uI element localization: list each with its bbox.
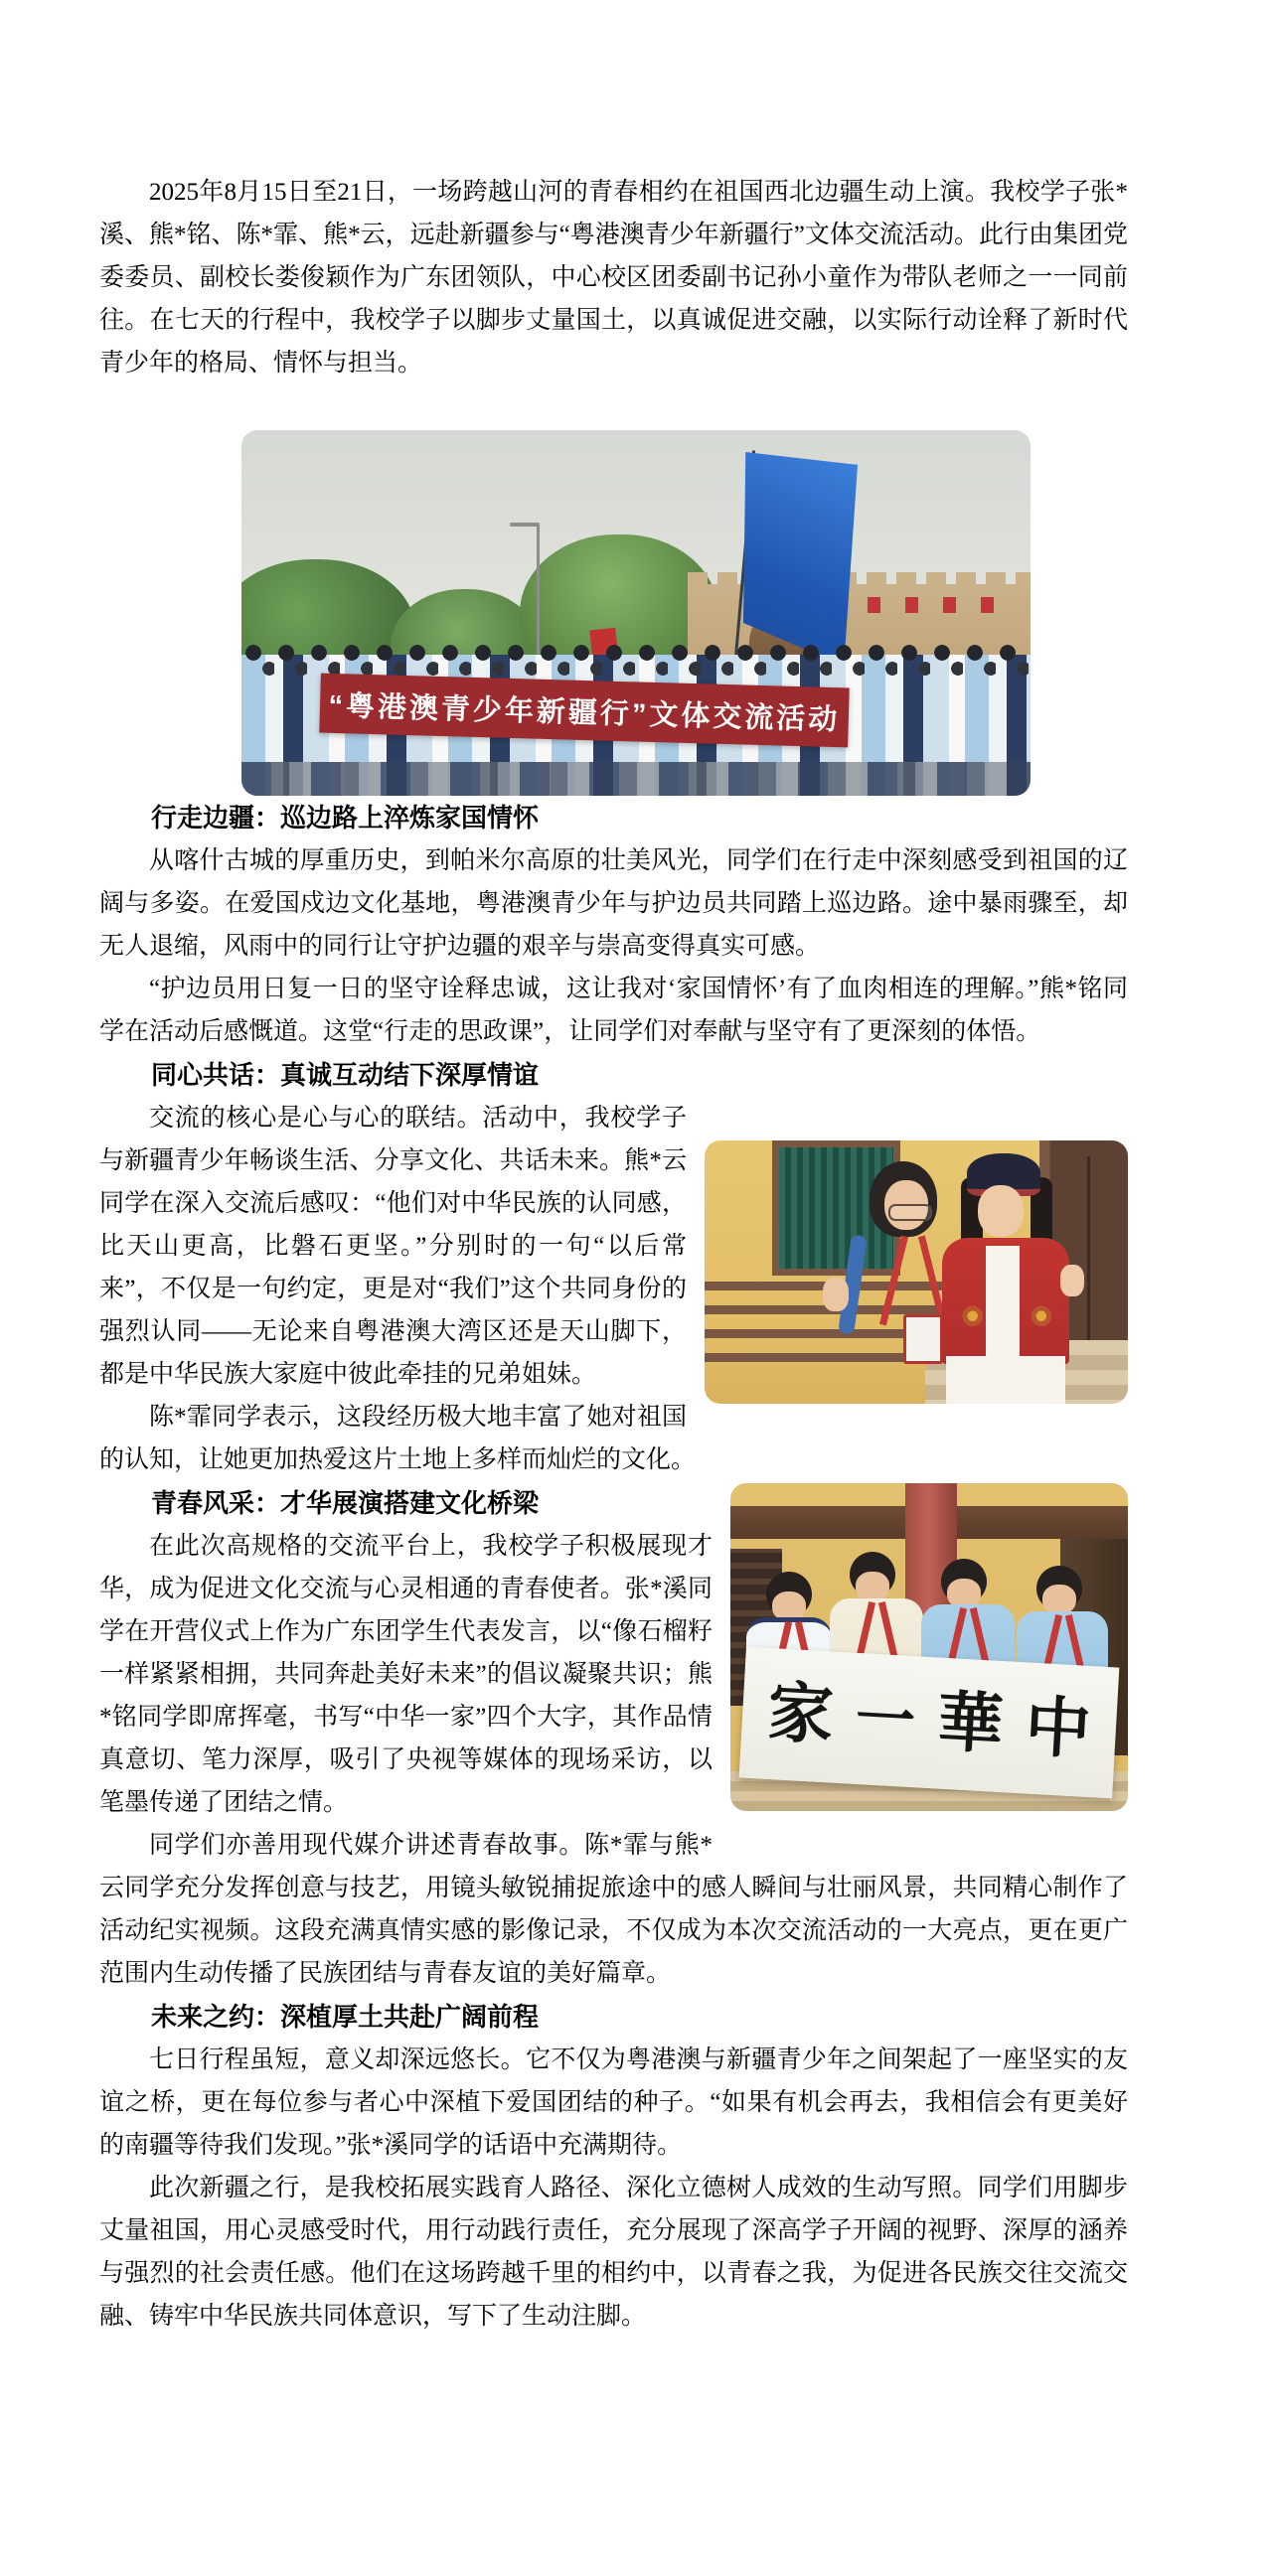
heading-text: 行走边疆：巡边路上淬炼家国情怀 bbox=[151, 803, 540, 833]
heading-text: 青春风采：才华展演搭建文化桥梁 bbox=[151, 1488, 540, 1518]
paragraph-text: 交流的核心是心与心的联结。活动中，我校学子与新疆青少年畅谈生活、分享文化、共话未来。熊*云同学在深入交流后感叹：“他们对中华民族的认同感，比天山更高，比磐石更坚。”分别时的一句“以后常来”，不仅是一句约定，更是对“我们”这个共同身份的强烈认同——无论来自粤港澳大湾区还是天山脚下，都是中华民族大家庭中彼此牵挂的兄弟姐妹。 bbox=[99, 1105, 687, 1388]
white-skirt bbox=[946, 1356, 1065, 1404]
calligraphy-char: 華 bbox=[935, 1686, 1006, 1762]
red-wall-decorations bbox=[830, 597, 1019, 613]
paragraph-text: 在此次高规格的交流平台上，我校学子积极展现才华，成为促进文化交流与心灵相通的青春使者。张*溪同学在开营仪式上作为广东团学生代表发言，以“像石榴籽一样紧紧相拥，共同奔赴美好未来”的倡议凝聚共识；熊*铭同学即席挥毫，书写“中华一家”四个大字，其作品情真意切、笔力深厚，吸引了央视等媒体的现场采访，以笔墨传递了团结之情。 bbox=[99, 1533, 713, 1816]
section-heading-heart-talk bbox=[99, 1053, 1128, 1097]
paragraph-text: 陈*霏同学表示，这段经历极大地丰富了她对祖国的认知，让她更加热爱这片土地上多样而灿烂的文化。 bbox=[99, 1404, 697, 1473]
door-seam bbox=[1087, 1156, 1090, 1351]
paragraph bbox=[99, 2039, 1128, 2167]
paragraph-text: 同学们亦善用现代媒介讲述青春故事。陈*霏与熊*云同学充分发挥创意与技艺，用镜头敏锐捕捉旅途中的感人瞬间与壮丽风景，共同精心制作了活动纪实视频。这段充满真情实感的影像记录，不仅成为本次交流活动的一大亮点，更在更广范围内生动传播了民族团结与青春友谊的美好篇章。 bbox=[99, 1832, 1128, 1987]
calligraphy-scroll bbox=[739, 1647, 1120, 1799]
glasses bbox=[888, 1204, 932, 1221]
paragraph-text: 从喀什古城的厚重历史，到帕米尔高原的壮美风光，同学们在行走中深刻感受到祖国的辽阔与多姿。在爱国戍边文化基地，粤港澳青少年与护边员共同踏上巡边路。途中暴雨骤至，却无人退缩，风雨中的同行让守护边疆的艰辛与崇高变得真实可感。 bbox=[99, 847, 1128, 960]
heading-text: 未来之约：深植厚土共赴广阔前程 bbox=[151, 2002, 540, 2032]
paragraph bbox=[99, 1824, 1128, 1995]
calligraphy-char: 一 bbox=[854, 1685, 917, 1755]
banner-text: “粤港澳青少年新疆行”文体交流活动 bbox=[328, 689, 842, 736]
section-heading-border-walk bbox=[99, 796, 1128, 839]
paragraph-text: 七日行程虽短，意义却深远悠长。它不仅为粤港澳与新疆青少年之间架起了一座坚实的友谊之桥，更在每位参与者心中深植下爱国团结的种子。“如果有机会再去，我相信会有更美好的南疆等待我们发现。”张*溪同学的话语中充满期待。 bbox=[99, 2046, 1128, 2159]
friendship-photo bbox=[705, 1140, 1128, 1404]
section-heading-future-promise bbox=[99, 1995, 1128, 2039]
girl-face bbox=[978, 1185, 1024, 1237]
paragraph-text: “护边员用日复一日的坚守诠释忠诚，这让我对‘家国情怀’有了血肉相连的理解。”熊*铭同学在活动后感慨道。这堂“行走的思政课”，让同学们对奉献与坚守有了更深刻的体悟。 bbox=[99, 976, 1128, 1045]
street-lamp-arm bbox=[510, 523, 540, 527]
name-badge bbox=[903, 1314, 943, 1364]
paragraph bbox=[99, 839, 1128, 968]
street-lamp bbox=[537, 525, 540, 654]
white-inner-dress bbox=[986, 1246, 1020, 1364]
paragraph bbox=[99, 1396, 1128, 1481]
crowd-legs bbox=[241, 762, 1031, 796]
paragraph bbox=[99, 2167, 1128, 2338]
paragraph bbox=[99, 968, 1128, 1053]
calligraphy-char: 家 bbox=[765, 1676, 836, 1753]
peace-sign-hand bbox=[823, 1278, 849, 1311]
peace-sign-hand bbox=[1060, 1265, 1084, 1296]
paragraph-text: 此次新疆之行，是我校拓展实践育人路径、深化立德树人成效的生动写照。同学们用脚步丈量祖国，用心灵感受时代，用行动践行责任，充分展现了深高学子开阔的视野、深厚的涵养与强烈的社会责任感。他们在这场跨越千里的相约中，以青春之我，为促进各民族交往交流交融、铸牢中华民族共同体意识，写下了生动注脚。 bbox=[99, 2175, 1128, 2330]
calligraphy-photo bbox=[730, 1483, 1128, 1811]
student-face bbox=[1042, 1585, 1076, 1614]
intro-text: 2025年8月15日至21日，一场跨越山河的青春相约在祖国西北边疆生动上演。我校学子张*溪、熊*铭、陈*霏、熊*云，远赴新疆参与“粤港澳青少年新疆行”文体交流活动。此行由集团党委委员、副校长娄俊颖作为广东团领队，中心校区团委副书记孙小童作为带队老师之一一同前往。在七天的行程中，我校学子以脚步丈量国土，以真诚促进交融，以实际行动诠释了新时代青少年的格局、情怀与担当。 bbox=[99, 179, 1128, 377]
intro-paragraph bbox=[99, 171, 1128, 384]
group-photo bbox=[241, 430, 1031, 796]
calligraphy-char: 中 bbox=[1023, 1691, 1093, 1767]
student-face bbox=[856, 1572, 889, 1601]
heading-text: 同心共话：真诚互动结下深厚情谊 bbox=[151, 1060, 540, 1090]
